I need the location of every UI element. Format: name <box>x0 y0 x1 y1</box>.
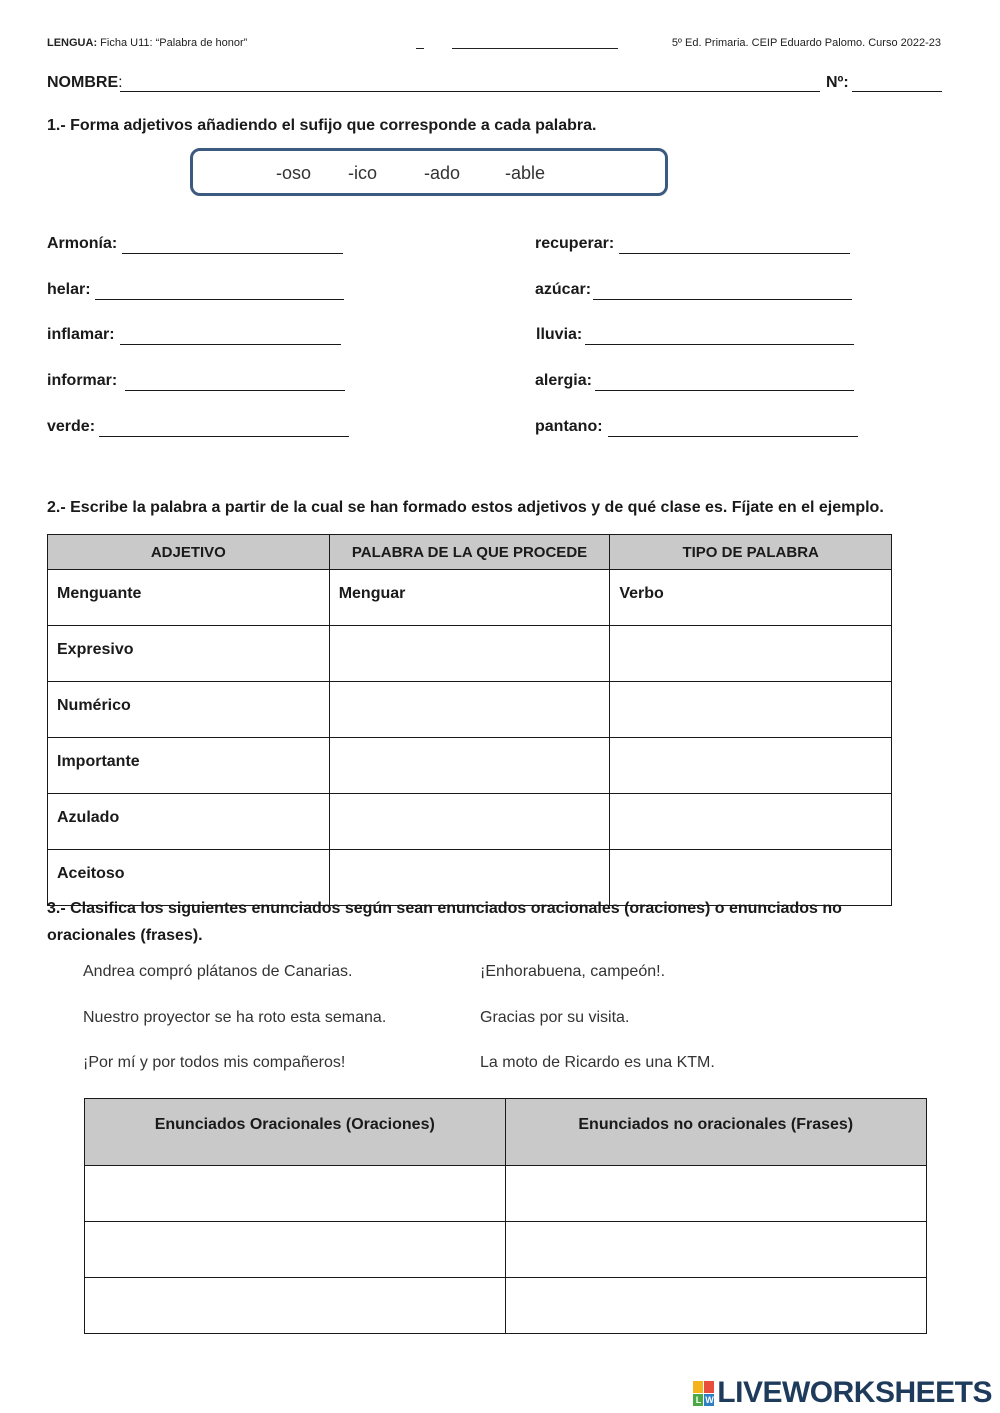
sentence-right-3: La moto de Ricardo es una KTM. <box>480 1054 715 1071</box>
answer-inflamar[interactable] <box>120 326 341 345</box>
table-row <box>85 1166 927 1222</box>
sentence-right-1: ¡Enhorabuena, campeón!. <box>480 963 666 980</box>
table-header-row <box>85 1099 927 1166</box>
course-info: 5º Ed. Primaria. CEIP Eduardo Palomo. Curso 2022-23 <box>671 37 941 49</box>
word-pantano: pantano: <box>535 418 603 435</box>
table-row <box>48 738 892 794</box>
word-type-input[interactable] <box>610 794 892 850</box>
origin-word-input[interactable] <box>329 738 610 794</box>
header-tipo: TIPO DE PALABRA <box>610 535 892 570</box>
word-lluvia: lluvia: <box>536 326 583 343</box>
answer-recuperar[interactable] <box>619 235 850 254</box>
logo-text: LIVEWORKSHEETS <box>717 1376 992 1409</box>
answer-lluvia[interactable] <box>585 326 854 345</box>
word-helar: helar: <box>47 281 91 298</box>
word-type-input[interactable] <box>610 682 892 738</box>
origin-word-input[interactable] <box>329 626 610 682</box>
exercise1-prompt: 1.- Forma adjetivos añadiendo el sufijo que corresponde a cada palabra. <box>47 117 597 134</box>
header-palabra: PALABRA DE LA QUE PROCEDE <box>329 535 610 570</box>
header-frases: Enunciados no oracionales (Frases) <box>505 1099 927 1166</box>
exercise3-prompt-line2: oracionales (frases). <box>47 927 203 944</box>
adjective-cell: Azulado <box>48 794 330 850</box>
word-inflamar: inflamar: <box>47 326 115 343</box>
word-armonia: Armonía: <box>47 235 118 252</box>
name-field[interactable] <box>120 74 820 92</box>
origin-word-input[interactable] <box>329 850 610 906</box>
word-informar: informar: <box>47 372 118 389</box>
suffix-oso: -oso <box>276 163 312 183</box>
oracion-answer-cell[interactable] <box>85 1278 506 1334</box>
header-rule <box>452 36 618 49</box>
word-azucar: azúcar: <box>535 281 592 298</box>
answer-alergia[interactable] <box>595 372 854 391</box>
oracion-answer-cell[interactable] <box>85 1222 506 1278</box>
origin-word-input[interactable] <box>329 794 610 850</box>
table-row <box>48 570 892 626</box>
adjective-cell: Numérico <box>48 682 330 738</box>
answer-azucar[interactable] <box>593 281 852 300</box>
classification-table <box>84 1098 927 1334</box>
header-adjetivo: ADJETIVO <box>48 535 330 570</box>
table-header-row <box>48 535 892 570</box>
word-type-input[interactable] <box>610 850 892 906</box>
logo-mark-icon <box>693 1381 714 1406</box>
table-row <box>85 1222 927 1278</box>
suffix-ico: -ico <box>348 163 378 183</box>
adjective-cell: Aceitoso <box>48 850 330 906</box>
adjective-cell: Importante <box>48 738 330 794</box>
answer-informar[interactable] <box>125 372 345 391</box>
header-rule-short <box>416 36 424 49</box>
frase-answer-cell[interactable] <box>505 1222 927 1278</box>
logo-mark-letter-w: W <box>705 1394 714 1405</box>
origin-word-input[interactable] <box>329 682 610 738</box>
table-row <box>85 1278 927 1334</box>
table-row <box>48 626 892 682</box>
origin-word-cell: Menguar <box>329 570 610 626</box>
name-colon: : <box>118 74 123 91</box>
frase-answer-cell[interactable] <box>505 1166 927 1222</box>
word-type-cell: Verbo <box>610 570 892 626</box>
sheet-title: Ficha U11: “Palabra de honor” <box>100 37 248 49</box>
liveworksheets-logo <box>693 1376 992 1410</box>
word-type-input[interactable] <box>610 626 892 682</box>
subject-label: LENGUA: <box>47 37 98 49</box>
word-alergia: alergia: <box>535 372 592 389</box>
word-verde: verde: <box>47 418 96 435</box>
suffix-able: -able <box>505 163 546 183</box>
sentence-left-3: ¡Por mí y por todos mis compañeros! <box>83 1054 346 1071</box>
sentence-right-2: Gracias por su visita. <box>480 1009 630 1026</box>
word-type-input[interactable] <box>610 738 892 794</box>
sheet-header-left <box>47 37 247 49</box>
number-field[interactable] <box>852 74 942 92</box>
adjective-cell: Menguante <box>48 570 330 626</box>
word-recuperar: recuperar: <box>535 235 615 252</box>
adjective-table <box>47 534 892 906</box>
table-row <box>48 794 892 850</box>
number-label: Nº: <box>826 74 849 91</box>
suffix-ado: -ado <box>424 163 461 183</box>
table-row <box>48 682 892 738</box>
answer-verde[interactable] <box>99 418 349 437</box>
answer-pantano[interactable] <box>608 418 858 437</box>
frase-answer-cell[interactable] <box>505 1278 927 1334</box>
adjective-cell: Expresivo <box>48 626 330 682</box>
answer-helar[interactable] <box>95 281 344 300</box>
table-row <box>48 850 892 906</box>
sentence-left-1: Andrea compró plátanos de Canarias. <box>83 963 353 980</box>
exercise3-prompt-line1: 3.- Clasifica los siguientes enunciados según sean enunciados oracionales (oraciones) o enunciados no <box>47 900 842 917</box>
logo-mark-letter-l: L <box>693 1394 703 1406</box>
exercise2-prompt: 2.- Escribe la palabra a partir de la cual se han formado estos adjetivos y de qué clase es. Fíjate en el ejemplo. <box>47 499 884 516</box>
name-label: NOMBRE <box>47 74 119 91</box>
name-row <box>47 74 123 92</box>
oracion-answer-cell[interactable] <box>85 1166 506 1222</box>
sentence-left-2: Nuestro proyector se ha roto esta semana. <box>83 1009 387 1026</box>
header-oraciones: Enunciados Oracionales (Oraciones) <box>85 1099 506 1166</box>
answer-armonia[interactable] <box>122 235 343 254</box>
